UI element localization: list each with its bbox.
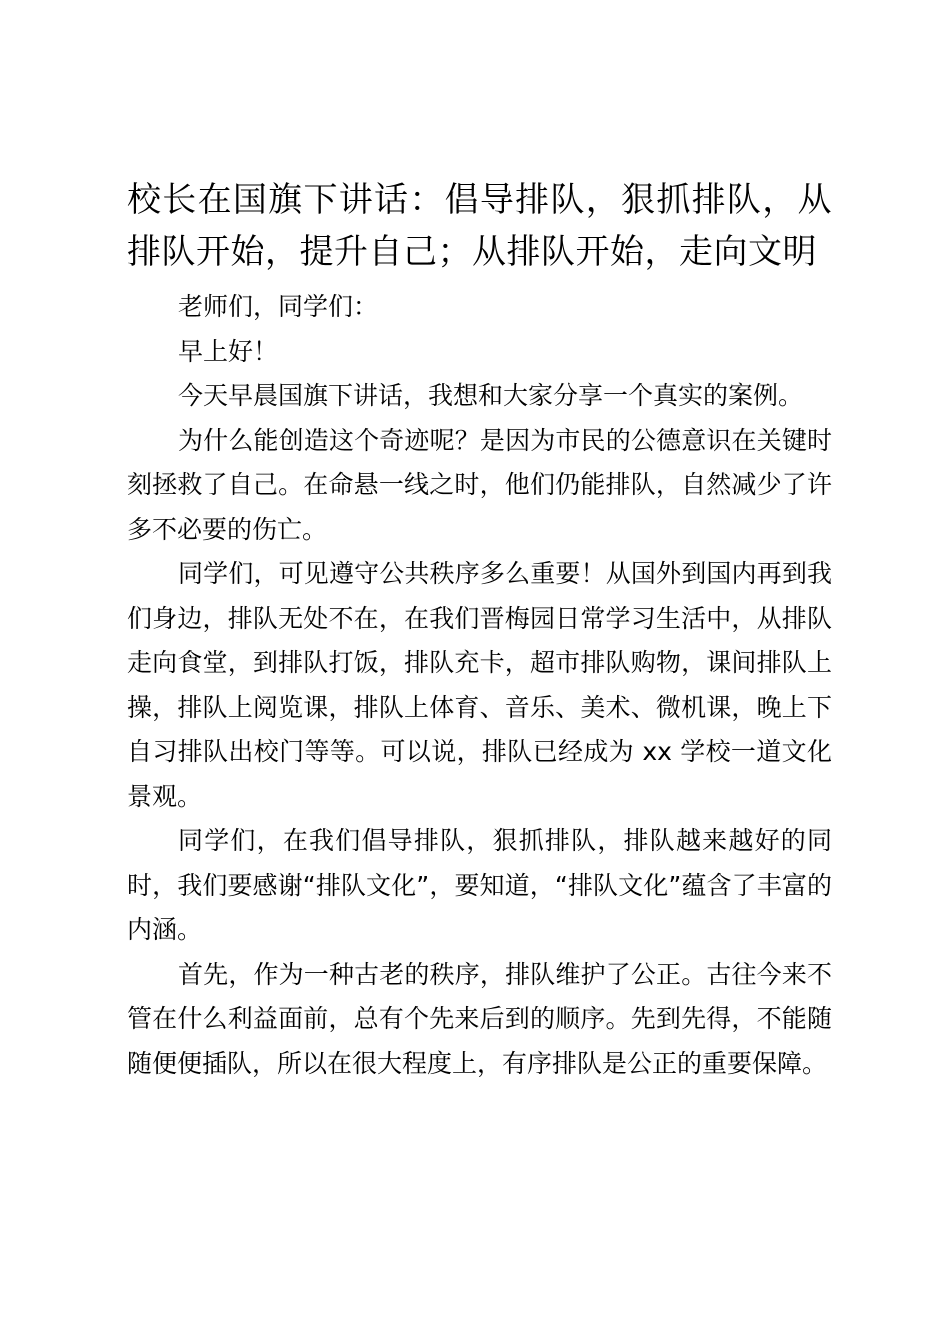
paragraph-public-order: 同学们，可见遵守公共秩序多么重要！从国外到国内再到我们身边，排队无处不在，在我们晋梅园日常学习生活中，从排队走向食堂，到排队打饭，排队充卡，超市排队购物，课间排队上操，排队上阅览课，排队上体育、音乐、美术、微机课，晚上下自习排队出校门等等。可以说，排队已经成为 xx 学校一道文化景观。: [127, 559, 832, 811]
paragraph-intro: 今天早晨国旗下讲话，我想和大家分享一个真实的案例。: [178, 381, 804, 410]
paragraph-miracle: 为什么能创造这个奇迹呢？是因为市民的公德意识在关键时刻拯救了自己。在命悬一线之时，他们仍能排队，自然减少了许多不必要的伤亡。: [127, 425, 832, 544]
paragraph-queue-culture: 同学们，在我们倡导排队，狠抓排队，排队越来越好的同时，我们要感谢“排队文化”，要知道，“排队文化”蕴含了丰富的内涵。: [127, 826, 832, 944]
paragraph-fairness: 首先，作为一种古老的秩序，排队维护了公正。古往今来不管在什么利益面前，总有个先来后到的顺序。先到先得，不能随随便便插队，所以在很大程度上，有序排队是公正的重要保障。: [127, 959, 832, 1078]
document-title: 校长在国旗下讲话：倡导排队，狠抓排队，从排队开始，提升自己；从排队开始，走向文明: [127, 180, 832, 272]
paragraph-greeting: 老师们，同学们：: [178, 292, 379, 321]
document-page: [127, 174, 832, 1086]
paragraph-good-morning: 早上好！: [178, 336, 279, 366]
